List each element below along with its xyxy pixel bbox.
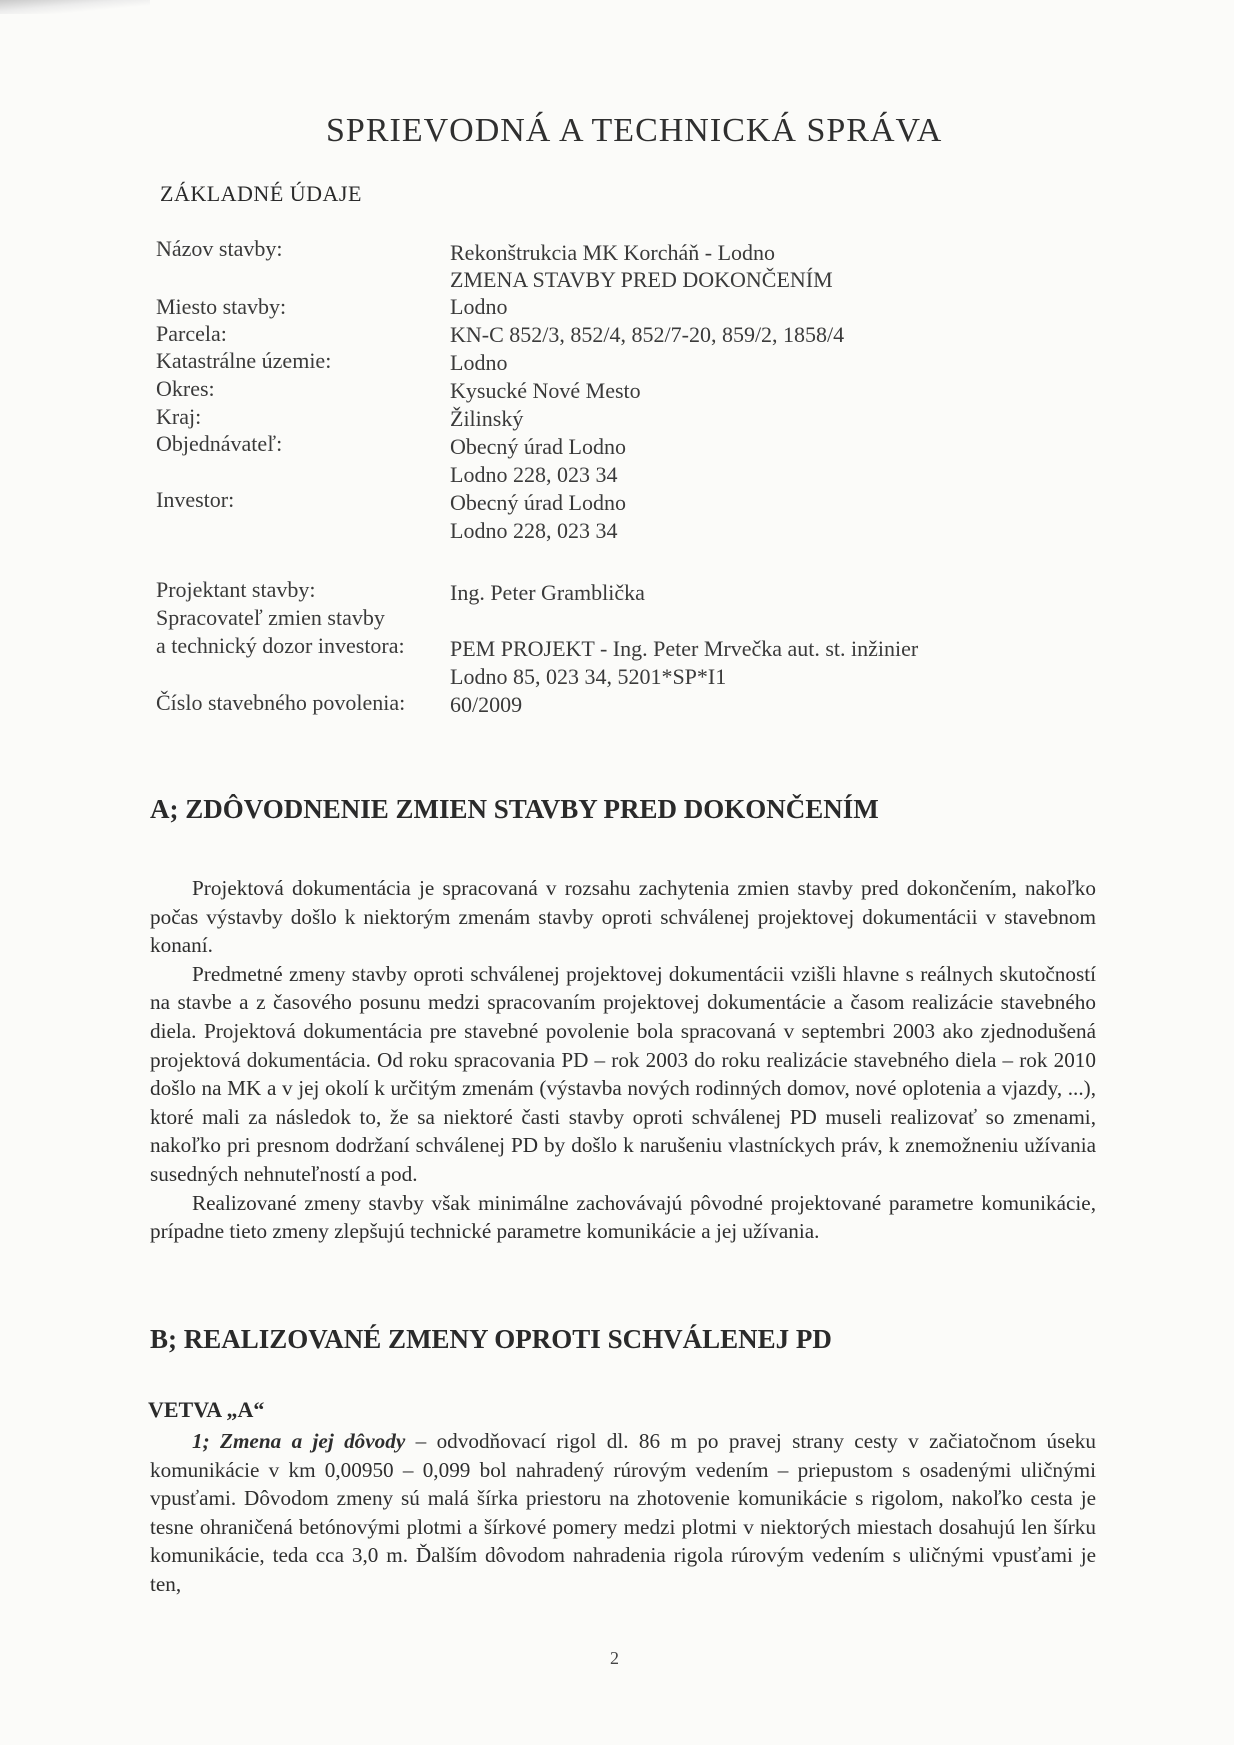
section-a-paragraph-1: Projektová dokumentácia je spracovaná v rozsahu zachytenia zmien stavby pred dokončením, nakoľko počas výstavby došlo k niektorým zmenám stavby oproti schválenej projektovej dokumentácii v stavebnom konaní. <box>150 876 1096 958</box>
value-client-1: Obecný úrad Lodno <box>450 434 626 459</box>
label-permit-number: Číslo stavebného povolenia: <box>156 690 406 715</box>
value-investor-2: Lodno 228, 023 34 <box>450 518 618 543</box>
label-investor: Investor: <box>156 487 235 512</box>
label-cadastral-area: Katastrálne územie: <box>156 348 332 373</box>
value-building-name-2: ZMENA STAVBY PRED DOKONČENÍM <box>450 267 833 292</box>
section-a-heading: A; ZDÔVODNENIE ZMIEN STAVBY PRED DOKONČENÍM <box>150 794 879 824</box>
value-permit-number: 60/2009 <box>450 692 523 717</box>
value-designer: Ing. Peter Gramblička <box>450 580 645 605</box>
value-location: Lodno <box>450 294 508 319</box>
label-region: Kraj: <box>156 404 202 429</box>
value-district: Kysucké Nové Mesto <box>450 378 641 403</box>
document-title: SPRIEVODNÁ A TECHNICKÁ SPRÁVA <box>326 112 943 149</box>
value-client-2: Lodno 228, 023 34 <box>450 462 618 487</box>
label-district: Okres: <box>156 376 215 401</box>
label-processor-1: Spracovateľ zmien stavby <box>156 605 385 630</box>
label-designer: Projektant stavby: <box>156 577 316 602</box>
change-item-1-text: – odvodňovací rigol dl. 86 m po pravej strany cesty v začiatočnom úseku komunikácie v km 0,00950 – 0,099 bol nahradený rúrovým vedením – priepustom s osadenými uličnými vpusťami. Dôvodom zmeny sú malá šírka priestoru na zhotovenie komunikácie s rigolom, nakoľko cesta je tesne ohraničená betónovými plotmi a šírkové pomery medzi plotmi v niektorých miestach dosahujú len šírku komunikácie, teda cca 3,0 m. Ďalším dôvodom nahradenia rigola rúrovým vedením s uličnými vpusťami je ten, <box>150 1429 1096 1596</box>
section-a-body <box>150 874 1096 1246</box>
value-building-name-1: Rekonštrukcia MK Korcháň - Lodno <box>450 240 776 265</box>
section-b-heading: B; REALIZOVANÉ ZMENY OPROTI SCHVÁLENEJ PD <box>150 1324 832 1354</box>
label-parcel: Parcela: <box>156 321 227 346</box>
value-processor-2: Lodno 85, 023 34, 5201*SP*I1 <box>450 664 727 689</box>
value-cadastral-area: Lodno <box>450 350 508 375</box>
value-parcel: KN-C 852/3, 852/4, 852/7-20, 859/2, 1858/4 <box>450 322 845 347</box>
label-client: Objednávateľ: <box>156 431 283 456</box>
section-a-paragraph-2: Predmetné zmeny stavby oproti schválenej projektovej dokumentácii vzišli hlavne s reálnych skutočností na stavbe a z časového posunu medzi spracovaním projektovej dokumentácie a časom realizácie stavebného diela. Projektová dokumentácia pre stavebné povolenie bola spracovaná v septembri 2003 ako zjednodušená projektová dokumentácia. Od roku spracovania PD – rok 2003 do roku realizácie stavebného diela – rok 2010 došlo na MK a v jej okolí k určitým zmenám (výstavba nových rodinných domov, nové oplotenia a vjazdy, ...), ktoré mali za následok to, že sa niektoré časti stavby oproti schválenej PD museli realizovať so zmenami, nakoľko pri presnom dodržaní schválenej PD by došlo k narušeniu vlastníckych práv, k znemožneniu užívania susedných nehnuteľností a pod. <box>150 961 1096 1186</box>
section-a-paragraph-3: Realizované zmeny stavby však minimálne zachovávajú pôvodné projektované parametre komunikácie, prípadne tieto zmeny zlepšujú technické parametre komunikácie a jej užívania. <box>150 1190 1096 1244</box>
change-item-1-lead: 1; Zmena a jej dôvody <box>192 1429 406 1453</box>
branch-a-heading: VETVA „A“ <box>148 1397 265 1422</box>
value-investor-1: Obecný úrad Lodno <box>450 490 626 515</box>
label-building-name: Názov stavby: <box>156 236 283 261</box>
page-number: 2 <box>610 1648 619 1668</box>
value-processor-1: PEM PROJEKT - Ing. Peter Mrvečka aut. st. inžinier <box>450 636 919 661</box>
label-processor-2: a technický dozor investora: <box>156 633 405 658</box>
value-region: Žilinský <box>450 406 524 431</box>
label-location: Miesto stavby: <box>156 294 287 319</box>
basic-info-heading: ZÁKLADNÉ ÚDAJE <box>160 181 362 206</box>
scan-corner-shadow <box>0 0 150 14</box>
section-b-body <box>150 1427 1096 1599</box>
change-item-1 <box>150 1427 1096 1599</box>
